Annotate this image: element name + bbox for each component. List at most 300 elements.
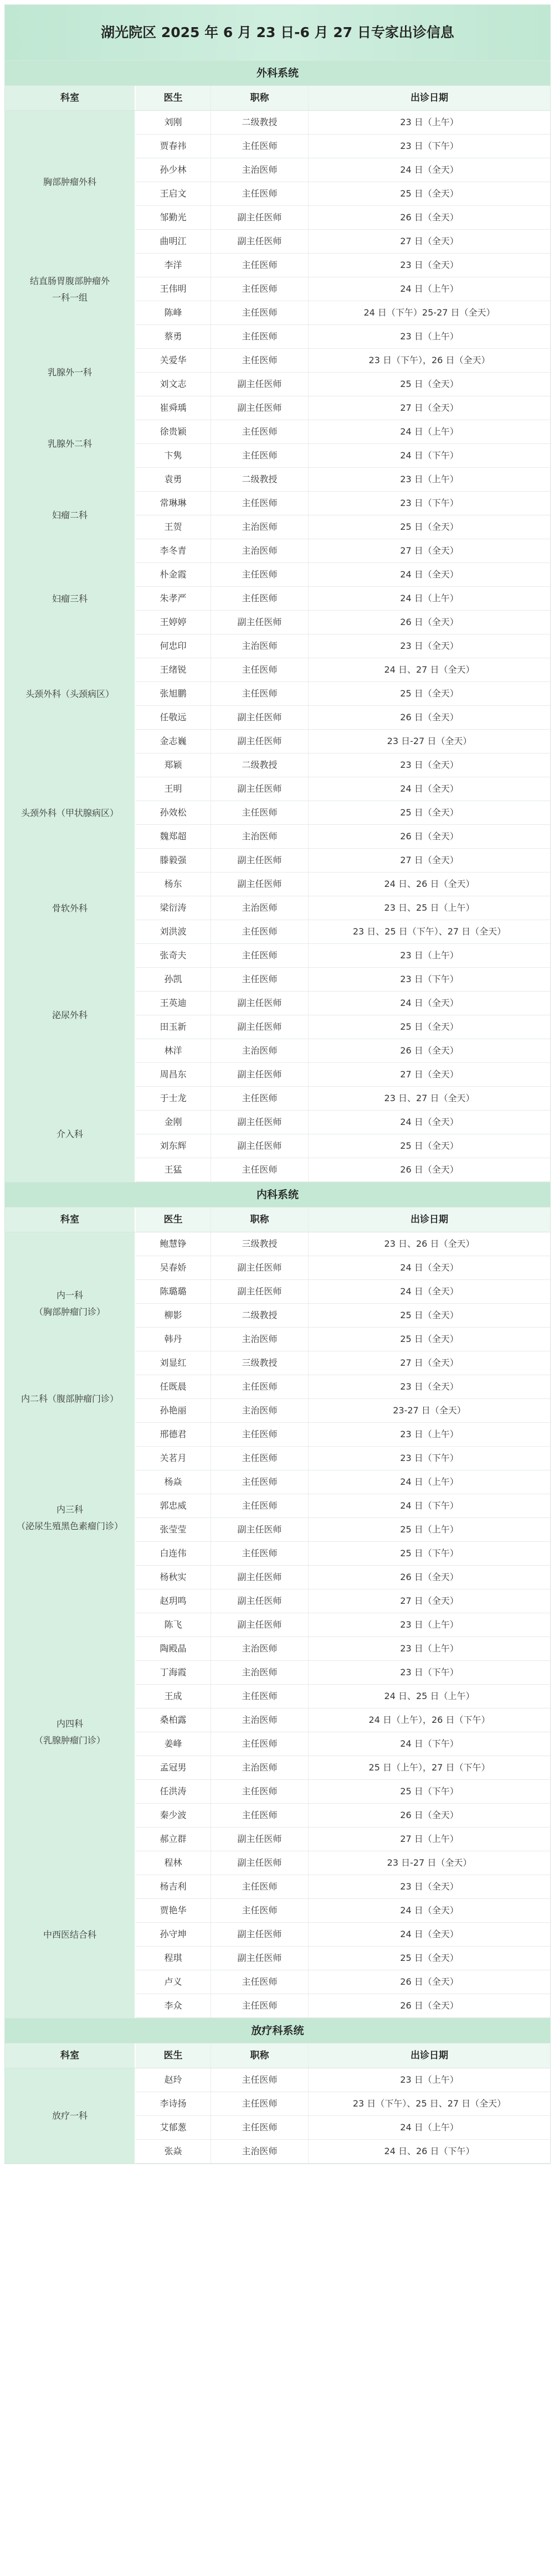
table-row [136, 1304, 550, 1328]
doctor-name: 何忠印 [136, 634, 211, 658]
clinic-date: 24 日（下午） [400, 450, 459, 461]
clinic-date: 24 日（上午） [400, 283, 459, 294]
table-row [136, 1134, 550, 1158]
table-row [136, 634, 550, 658]
doctor-rank: 主任医师 [211, 682, 309, 705]
doctor-rank: 主任医师 [211, 182, 309, 205]
clinic-date: 27 日（上午） [400, 1834, 459, 1844]
department-cell [5, 1087, 136, 1182]
clinic-date: 25 日（全天） [400, 1334, 459, 1344]
table-row [136, 396, 550, 420]
table-row [136, 111, 550, 135]
doctor-name: 蔡勇 [136, 325, 211, 348]
section-title: 内科系统 [5, 1183, 550, 1207]
clinic-date: 25 日（全天） [400, 1140, 459, 1151]
table-row [136, 753, 550, 777]
doctor-rank: 主任医师 [211, 492, 309, 515]
clinic-date: 27 日（全天） [400, 236, 459, 246]
table-row [136, 1087, 550, 1111]
clinic-date: 24 日（上午） [400, 426, 459, 437]
doctor-name: 梁衍涛 [136, 896, 211, 920]
department-rows [136, 1375, 550, 1423]
table-row [136, 1828, 550, 1851]
department-group [5, 1423, 550, 1613]
doctor-rank: 副主任医师 [211, 1015, 309, 1039]
clinic-date: 24 日（上午） [400, 1477, 459, 1487]
doctor-rank: 主治医师 [211, 1708, 309, 1732]
doctor-name: 姜峰 [136, 1732, 211, 1756]
header-doctor: 医生 [136, 1207, 211, 1232]
doctor-name: 韩丹 [136, 1328, 211, 1351]
department-cell [5, 1375, 136, 1423]
table-row [136, 1232, 550, 1256]
table-row [136, 777, 550, 801]
table-row [136, 658, 550, 682]
clinic-date: 23 日（全天） [400, 1381, 459, 1392]
clinic-date: 23 日（全天） [400, 641, 459, 651]
department-group [5, 634, 550, 753]
clinic-date: 26 日（全天） [400, 712, 459, 722]
department-name: 乳腺外一科 [47, 367, 92, 378]
doctor-name: 王成 [136, 1685, 211, 1708]
doctor-name: 曲明江 [136, 230, 211, 253]
table-row [136, 135, 550, 158]
table-row [136, 158, 550, 182]
table-row [136, 1447, 550, 1470]
doctor-name: 王贺 [136, 515, 211, 539]
doctor-name: 陈璐璐 [136, 1280, 211, 1303]
doctor-rank: 主任医师 [211, 1423, 309, 1446]
table-row [136, 682, 550, 706]
clinic-date: 25 日（全天） [400, 1021, 459, 1032]
doctor-rank: 主任医师 [211, 968, 309, 991]
header-rank: 职称 [211, 1207, 309, 1232]
doctor-rank: 主任医师 [211, 1685, 309, 1708]
clinic-date: 24 日（全天） [400, 1929, 459, 1939]
table-row [136, 611, 550, 634]
department-name: 内三科 （泌尿生殖黑色素瘤门诊） [16, 1504, 123, 1531]
department-name: 乳腺外二科 [47, 438, 92, 449]
doctor-rank: 二级教授 [211, 753, 309, 777]
header-doctor: 医生 [136, 86, 211, 110]
doctor-name: 郑颖 [136, 753, 211, 777]
table-row [136, 1756, 550, 1780]
doctor-name: 张旭鹏 [136, 682, 211, 705]
doctor-rank: 副主任医师 [211, 1613, 309, 1637]
doctor-rank: 主任医师 [211, 1470, 309, 1494]
doctor-rank: 副主任医师 [211, 1256, 309, 1279]
clinic-date: 24 日（全天） [400, 164, 459, 175]
doctor-rank: 三级教授 [211, 1232, 309, 1256]
doctor-name: 任既晨 [136, 1375, 211, 1398]
clinic-date: 24 日（下午） [400, 1738, 459, 1749]
doctor-name: 金志巍 [136, 730, 211, 753]
header-date: 出诊日期 [309, 1207, 550, 1232]
table-row [136, 1994, 550, 2018]
table-row [136, 1613, 550, 1637]
clinic-date: 24 日（上午），26 日（下午） [368, 1715, 490, 1725]
doctor-name: 刘洪波 [136, 920, 211, 943]
header-date: 出诊日期 [309, 2043, 550, 2068]
doctor-name: 田玉新 [136, 1015, 211, 1039]
clinic-date: 25 日（上午） [400, 1524, 459, 1535]
doctor-rank: 主治医师 [211, 158, 309, 182]
table-row [136, 2092, 550, 2116]
department-rows [136, 563, 550, 634]
doctor-rank: 副主任医师 [211, 230, 309, 253]
doctor-name: 王启文 [136, 182, 211, 205]
doctor-rank: 主任医师 [211, 420, 309, 443]
doctor-rank: 主治医师 [211, 634, 309, 658]
doctor-name: 任洪涛 [136, 1780, 211, 1803]
table-row [136, 1685, 550, 1708]
department-group [5, 1232, 550, 1375]
clinic-date: 24 日（全天） [400, 783, 459, 794]
doctor-rank: 主任医师 [211, 1447, 309, 1470]
doctor-rank: 主任医师 [211, 1970, 309, 1994]
doctor-name: 朱孝严 [136, 587, 211, 610]
clinic-date: 24 日、26 日（下午） [384, 2146, 475, 2156]
table-row [136, 1637, 550, 1661]
doctor-name: 贾春祎 [136, 135, 211, 158]
clinic-date: 27 日（全天） [400, 855, 459, 865]
doctor-name: 程琪 [136, 1947, 211, 1970]
department-cell [5, 1851, 136, 2018]
clinic-date: 23 日、27 日（全天） [384, 1093, 475, 1103]
clinic-date: 23 日（下午） [400, 1667, 459, 1677]
table-row [136, 1015, 550, 1039]
department-cell [5, 873, 136, 944]
department-cell [5, 1613, 136, 1851]
table-header [5, 86, 550, 111]
header-rank: 职称 [211, 86, 309, 110]
clinic-date: 23 日（上午） [400, 1619, 459, 1630]
department-rows [136, 873, 550, 944]
department-group [5, 873, 550, 944]
table-row [136, 1399, 550, 1423]
doctor-rank: 副主任医师 [211, 373, 309, 396]
doctor-rank: 主治医师 [211, 1328, 309, 1351]
department-name: 头颈外科（甲状腺病区） [20, 807, 119, 818]
doctor-name: 桑柏露 [136, 1708, 211, 1732]
department-cell [5, 468, 136, 563]
clinic-date: 24 日（全天） [400, 1262, 459, 1273]
department-rows [136, 468, 550, 563]
table-row [136, 515, 550, 539]
header-date: 出诊日期 [309, 86, 550, 110]
header-doctor: 医生 [136, 2043, 211, 2068]
section-1 [5, 60, 550, 1182]
header-dept: 科室 [5, 86, 136, 110]
doctor-name: 杨吉利 [136, 1875, 211, 1898]
doctor-rank: 主治医师 [211, 539, 309, 562]
doctor-name: 吴春娇 [136, 1256, 211, 1279]
doctor-name: 杨焱 [136, 1470, 211, 1494]
department-group [5, 944, 550, 1087]
doctor-rank: 主任医师 [211, 1542, 309, 1565]
doctor-rank: 副主任医师 [211, 1923, 309, 1946]
doctor-rank: 主任医师 [211, 1994, 309, 2017]
table-row [136, 301, 550, 325]
doctor-rank: 副主任医师 [211, 730, 309, 753]
clinic-date: 23 日（下午） [400, 974, 459, 984]
department-group [5, 325, 550, 420]
table-row [136, 230, 550, 254]
table-row [136, 1851, 550, 1875]
table-row [136, 1063, 550, 1087]
clinic-date: 26 日（全天） [400, 1572, 459, 1582]
table-row [136, 420, 550, 444]
clinic-date: 23 日（上午） [400, 117, 459, 127]
header-dept: 科室 [5, 2043, 136, 2068]
clinic-date: 23 日（上午） [400, 331, 459, 342]
department-rows [136, 944, 550, 1087]
department-name: 头颈外科（头颈病区） [25, 688, 114, 699]
department-cell [5, 1423, 136, 1613]
doctor-name: 郝立群 [136, 1828, 211, 1851]
doctor-name: 白连伟 [136, 1542, 211, 1565]
clinic-date: 25 日（全天） [400, 1953, 459, 1963]
table-row [136, 849, 550, 873]
department-rows [136, 634, 550, 753]
doctor-rank: 副主任医师 [211, 1566, 309, 1589]
clinic-date: 26 日（全天） [400, 1045, 459, 1056]
clinic-date: 26 日（全天） [400, 1810, 459, 1820]
doctor-name: 邹勤光 [136, 206, 211, 229]
clinic-date: 23 日（下午） [400, 141, 459, 151]
doctor-rank: 主任医师 [211, 349, 309, 372]
doctor-name: 关爱华 [136, 349, 211, 372]
doctor-rank: 主任医师 [211, 1875, 309, 1898]
clinic-date: 23 日（上午） [400, 1429, 459, 1439]
doctor-rank: 主任医师 [211, 135, 309, 158]
doctor-rank: 主治医师 [211, 2140, 309, 2163]
clinic-date: 25 日（全天） [400, 807, 459, 818]
clinic-date: 23 日（全天） [400, 1881, 459, 1892]
doctor-rank: 主任医师 [211, 1780, 309, 1803]
table-row [136, 182, 550, 206]
clinic-date: 24 日（上午） [400, 2122, 459, 2133]
department-rows [136, 325, 550, 420]
table-row [136, 944, 550, 968]
doctor-rank: 副主任医师 [211, 992, 309, 1015]
section-title: 放疗科系统 [5, 2019, 550, 2043]
doctor-name: 陶殿晶 [136, 1637, 211, 1660]
department-cell [5, 563, 136, 634]
doctor-name: 王明 [136, 777, 211, 801]
department-rows [136, 753, 550, 873]
doctor-rank: 主任医师 [211, 944, 309, 967]
doctor-name: 赵玥鸣 [136, 1589, 211, 1613]
table-row [136, 1494, 550, 1518]
doctor-name: 艾郁葱 [136, 2116, 211, 2139]
table-row [136, 1542, 550, 1566]
department-rows [136, 1851, 550, 2018]
table-row [136, 1804, 550, 1828]
doctor-rank: 副主任医师 [211, 849, 309, 872]
table-row [136, 254, 550, 277]
clinic-date: 26 日（全天） [400, 1976, 459, 1987]
clinic-date: 23 日（下午）、25 日、27 日（全天） [352, 2098, 506, 2109]
doctor-name: 孟冠男 [136, 1756, 211, 1779]
table-row [136, 1923, 550, 1947]
table-row [136, 468, 550, 492]
department-cell [5, 325, 136, 420]
clinic-date: 23-27 日（全天） [393, 1405, 466, 1416]
department-cell [5, 944, 136, 1087]
table-row [136, 730, 550, 753]
table-row [136, 1256, 550, 1280]
table-row [136, 1947, 550, 1970]
department-cell [5, 111, 136, 254]
doctor-name: 陈飞 [136, 1613, 211, 1637]
doctor-name: 于士龙 [136, 1087, 211, 1110]
clinic-date: 25 日（全天） [400, 1310, 459, 1320]
doctor-name: 陈峰 [136, 301, 211, 324]
table-row [136, 492, 550, 515]
doctor-rank: 主治医师 [211, 1399, 309, 1422]
doctor-name: 王伟明 [136, 277, 211, 301]
department-name: 内四科 （乳腺肿瘤门诊） [34, 1718, 105, 1746]
doctor-rank: 主任医师 [211, 563, 309, 586]
department-name: 胸部肿瘤外科 [43, 177, 96, 187]
doctor-name: 林洋 [136, 1039, 211, 1062]
doctor-rank: 主任医师 [211, 801, 309, 824]
department-rows [136, 1613, 550, 1851]
table-row [136, 992, 550, 1015]
doctor-rank: 主任医师 [211, 587, 309, 610]
doctor-name: 卞隽 [136, 444, 211, 467]
doctor-rank: 主任医师 [211, 444, 309, 467]
clinic-date: 23 日（上午） [400, 2074, 459, 2085]
doctor-rank: 副主任医师 [211, 1518, 309, 1541]
table-row [136, 1375, 550, 1399]
doctor-rank: 主任医师 [211, 658, 309, 682]
doctor-rank: 主任医师 [211, 920, 309, 943]
department-cell [5, 1232, 136, 1375]
doctor-rank: 副主任医师 [211, 706, 309, 729]
table-row [136, 1970, 550, 1994]
clinic-date: 27 日（全天） [400, 402, 459, 413]
table-row [136, 1039, 550, 1063]
doctor-name: 程林 [136, 1851, 211, 1875]
doctor-name: 任敬远 [136, 706, 211, 729]
clinic-date: 23 日-27 日（全天） [387, 1857, 472, 1868]
clinic-date: 26 日（全天） [400, 2000, 459, 2011]
doctor-rank: 副主任医师 [211, 1063, 309, 1086]
header-rank: 职称 [211, 2043, 309, 2068]
department-group [5, 2068, 550, 2164]
table-row [136, 801, 550, 825]
doctor-name: 张焱 [136, 2140, 211, 2163]
doctor-name: 郭忠威 [136, 1494, 211, 1517]
clinic-date: 23 日（下午） [400, 1453, 459, 1463]
doctor-rank: 主任医师 [211, 1375, 309, 1398]
doctor-rank: 主任医师 [211, 1899, 309, 1922]
table-row [136, 277, 550, 301]
section-3 [5, 2018, 550, 2164]
doctor-rank: 主治医师 [211, 1661, 309, 1684]
table-row [136, 896, 550, 920]
clinic-date: 25 日（全天） [400, 522, 459, 532]
doctor-rank: 主任医师 [211, 2116, 309, 2139]
doctor-name: 贾艳华 [136, 1899, 211, 1922]
clinic-date: 26 日（全天） [400, 1164, 459, 1175]
table-row [136, 1899, 550, 1923]
doctor-name: 王婷婷 [136, 611, 211, 634]
department-rows [136, 1423, 550, 1613]
table-row [136, 1780, 550, 1804]
department-group [5, 111, 550, 254]
department-name: 结直肠胃腹部肿瘤外 一科一组 [29, 275, 110, 303]
doctor-rank: 三级教授 [211, 1351, 309, 1375]
table-row [136, 1280, 550, 1304]
clinic-date: 23 日（上午） [400, 950, 459, 961]
department-group [5, 420, 550, 468]
header-dept: 科室 [5, 1207, 136, 1232]
doctor-name: 秦少波 [136, 1804, 211, 1827]
doctor-rank: 二级教授 [211, 111, 309, 134]
clinic-date: 24 日（全天） [400, 1286, 459, 1297]
department-rows [136, 1232, 550, 1375]
doctor-name: 赵玲 [136, 2068, 211, 2092]
table-row [136, 2116, 550, 2140]
department-name: 骨软外科 [52, 902, 88, 913]
department-name: 妇瘤三科 [52, 593, 88, 604]
doctor-name: 孙艳丽 [136, 1399, 211, 1422]
table-header [5, 2043, 550, 2068]
doctor-name: 丁海霞 [136, 1661, 211, 1684]
clinic-date: 24 日（全天） [400, 1117, 459, 1127]
clinic-date: 25 日（下午） [400, 1548, 459, 1558]
page-title: 湖光院区 2025 年 6 月 23 日-6 月 27 日专家出诊信息 [5, 5, 550, 60]
department-cell [5, 753, 136, 873]
table-row [136, 539, 550, 563]
clinic-date: 24 日（全天） [400, 569, 459, 580]
clinic-date: 27 日（全天） [400, 545, 459, 556]
department-group [5, 254, 550, 325]
doctor-name: 李众 [136, 1994, 211, 2017]
table-row [136, 2140, 550, 2164]
table-row [136, 920, 550, 944]
doctor-name: 刘东辉 [136, 1134, 211, 1158]
table-row [136, 1328, 550, 1351]
doctor-name: 王英迪 [136, 992, 211, 1015]
department-cell [5, 254, 136, 325]
doctor-rank: 副主任医师 [211, 1828, 309, 1851]
department-name: 介入科 [56, 1129, 83, 1139]
doctor-rank: 副主任医师 [211, 777, 309, 801]
doctor-rank: 副主任医师 [211, 206, 309, 229]
doctor-name: 卢义 [136, 1970, 211, 1994]
department-name: 放疗一科 [52, 2110, 88, 2121]
department-name: 妇瘤二科 [52, 510, 88, 520]
table-row [136, 706, 550, 730]
doctor-rank: 主任医师 [211, 2092, 309, 2115]
department-cell [5, 420, 136, 468]
clinic-date: 25 日（全天） [400, 379, 459, 389]
clinic-date: 24 日、27 日（全天） [384, 664, 475, 675]
doctor-name: 崔舜瑀 [136, 396, 211, 420]
clinic-date: 25 日（上午），27 日（下午） [368, 1762, 490, 1773]
section-2 [5, 1182, 550, 2018]
department-group [5, 1087, 550, 1182]
doctor-name: 李冬青 [136, 539, 211, 562]
table-header [5, 1207, 550, 1232]
clinic-date: 23 日（上午） [400, 474, 459, 484]
table-row [136, 1158, 550, 1182]
clinic-date: 24 日（全天） [400, 1905, 459, 1916]
